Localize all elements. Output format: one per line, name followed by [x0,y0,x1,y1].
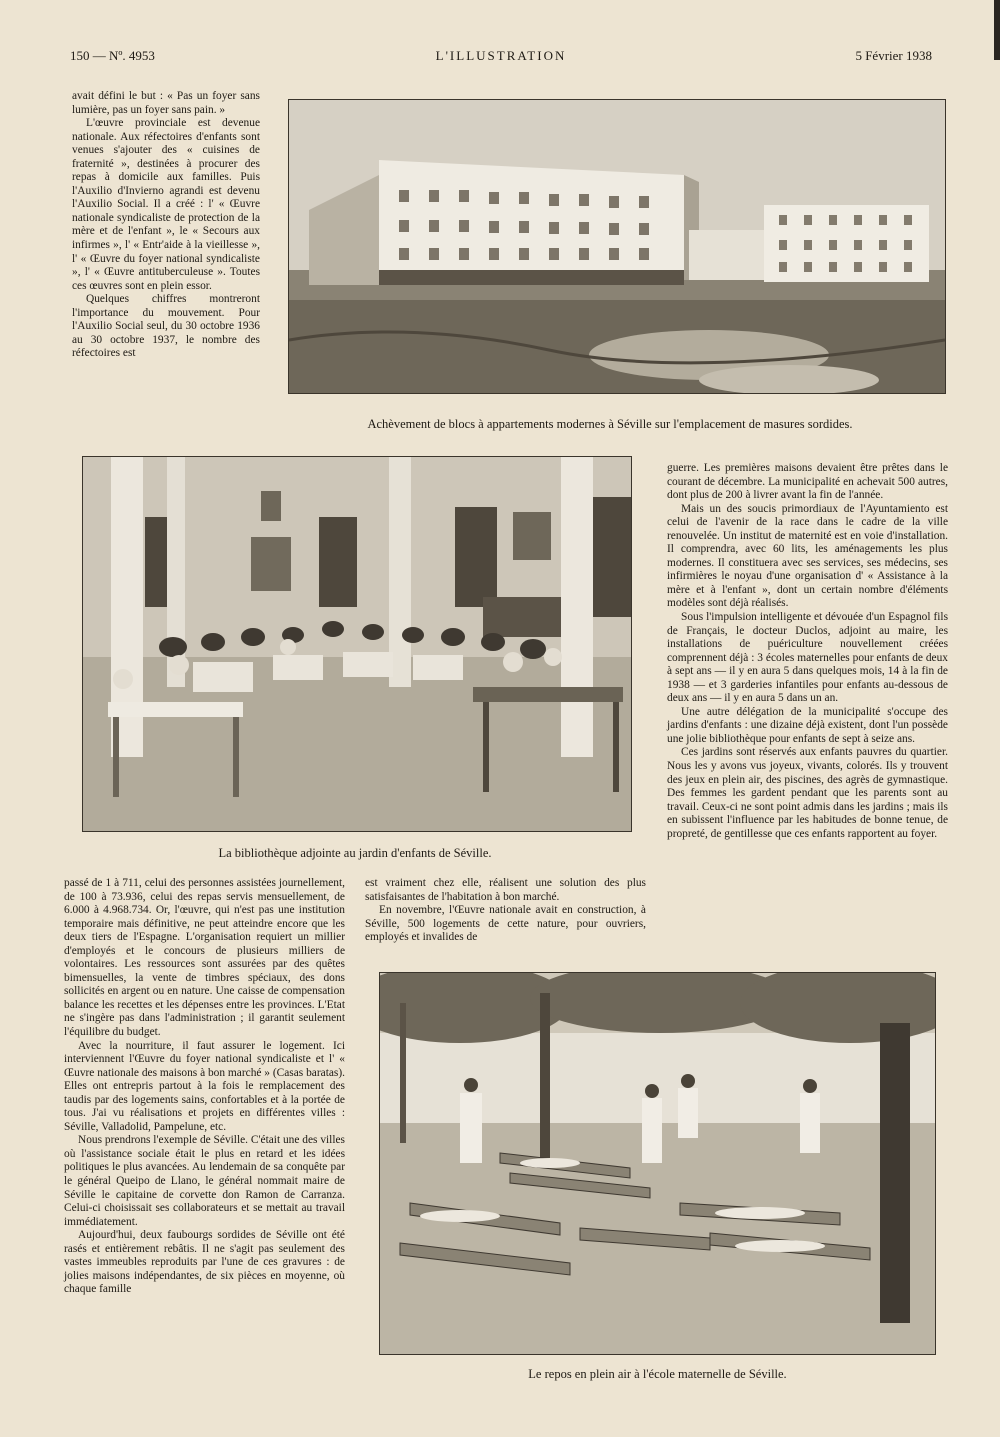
paragraph: guerre. Les premières maisons devaient être prêtes dans le courant de décembre. La municipalité en achevait 500 autres, dont plus de 200 à livrer avant la fin de l'année. [667,462,948,502]
paragraph: Une autre délégation de la municipalité s'occupe des jardins d'enfants : une dizaine déjà existent, dont l'un possède une jolie bibliothèque pour enfants de sept à seize ans. [667,705,948,745]
buildings-illustration [289,100,945,393]
text-column-right-middle [667,462,948,841]
paragraph: L'œuvre provinciale est devenue nationale. Aux réfectoires d'enfants sont venues s'ajouter des « cuisines de fraternité », destinées à procurer des repas à domicile aux familles. Puis l'Auxilio d'Invierno agrandi est devenu l'Auxilio Social. Il a créé : l' « Œuvre nationale syndicaliste de protection de la mère et de l'enfant », le « Secours aux infirmes », l' « Entr'aide à la vieillesse », l' « Œuvre du foyer national syndicaliste », l' « Œuvre antituberculeuse ». Toutes ces œuvres sont en plein essor. [72,117,260,292]
paragraph: Nous prendrons l'exemple de Séville. C'était une des villes où l'assistance sociale était le plus en retard et les idées politiques le plus avancées. Au lendemain de sa conquête par le général Queipo de Llano, le général nommait maire de Séville le capitaine de corvette don Ramon de Carranza. Celui-ci choisissait ses collaborateurs et se mettait au travail immédiatement. [64,1134,345,1228]
courtyard-illustration [380,973,935,1354]
page-header [70,48,932,68]
paragraph: est vraiment chez elle, réalisent une solution des plus satisfaisantes de l'habitation à bon marché. [365,877,646,903]
paragraph: Quelques chiffres montreront l'importance du mouvement. Pour l'Auxilio Social seul, du 30 octobre 1936 au 30 octobre 1937, le nombre des réfectoires est [72,293,260,360]
caption-buildings: Achèvement de blocs à appartements modernes à Séville sur l'emplacement de masures sordides. [367,417,853,431]
page-edge-mark [994,0,1000,60]
photo-library [82,456,632,832]
paragraph: Ces jardins sont réservés aux enfants pauvres du quartier. Nous les y avons vus joyeux, vivants, colorés. Ils y trouvent des jeux en plein air, des piscines, des agrès de gymnastique. Des femmes les gardent pendant que les parents sont au travail. Ceux-ci ne sont point admis dans les jardins ; mais ils en subissent l'influence par les habitudes de bonne tenue, de propreté, de gentillesse que ces enfants rapportent au foyer. [667,746,948,840]
caption-courtyard: Le repos en plein air à l'école maternelle de Séville. [528,1367,787,1381]
page-number: 150 — Nº. 4953 [70,48,155,63]
paragraph: Aujourd'hui, deux faubourgs sordides de Séville ont été rasés et entièrement rebâtis. Il ne s'agit pas seulement des vastes immeubles reproduits par l'une de ces gravures : de jolies maisons indépendantes, de six pièces en moyenne, où chaque famille [64,1229,345,1296]
paragraph: avait défini le but : « Pas un foyer sans lumière, pas un foyer sans pain. » [72,90,260,116]
paragraph: Mais un des soucis primordiaux de l'Ayuntamiento est celui de l'avenir de la race dans le cadre de la ville renouvelée. Un institut de maternité est en voie d'installation. Il comprendra, avec 60 lits, les aménagements les plus modernes. Il constituera avec ses services, ses médecins, ses infirmières le noyau d'une organisation d' « Assistance à la mère et à l'enfant », dont un certain nombre d'éléments modèles sont déjà réalisés. [667,502,948,610]
caption-library: La bibliothèque adjointe au jardin d'enfants de Séville. [218,846,492,860]
photo-courtyard [379,972,936,1355]
paragraph: Sous l'impulsion intelligente et dévouée d'un Espagnol fils de Français, le docteur Duclos, adjoint au maire, les installations de puériculture nouvellement créées comprennent déjà : 3 écoles maternelles pour enfants de deux à sept ans — il y en aura 5 dans quelques mois, 14 à la fin de 1938 — et 3 garderies infantiles pour enfants au-dessous de deux ans — il y en aura 5 dans un an. [667,611,948,705]
photo-buildings [288,99,946,394]
text-column-top-left [72,90,260,361]
paragraph: Avec la nourriture, il faut assurer le logement. Ici interviennent l'Œuvre du foyer national syndicaliste et l' « Œuvre nationale des maisons à bon marché » (Casas baratas). Elles ont entrepris partout à la fois le remplacement des taudis par des logements sains, confortables et à la portée de tous. J'ai vu réalisations et projets en différentes villes : Séville, Valladolid, Pampelune, etc. [64,1039,345,1133]
issue-date: 5 Février 1938 [855,48,932,63]
library-illustration [83,457,631,831]
text-column-bottom-left [64,877,345,1297]
text-column-bottom-middle [365,877,646,945]
magazine-title: L'ILLUSTRATION [435,48,567,63]
paragraph: En novembre, l'Œuvre nationale avait en construction, à Séville, 500 logements de cette nature, pour ouvriers, employés et invalides de [365,904,646,944]
paragraph: passé de 1 à 711, celui des personnes assistées journellement, de 100 à 73.936, celui des repas servis mensuellement, de 6.000 à 4.968.734. Or, l'œuvre, qui n'est pas une institution temporaire mais définitive, ne peut atteindre encore que les deux tiers de l'Espagne. L'organisation requiert un millier d'employés et le concours de plusieurs milliers de volontaires. Les ressources sont assurées par des quêtes bimensuelles, la vente de timbres spéciaux, des dons sollicités en argent ou en nature. Une caisse de compensation balance les recettes et les dépenses entre les provinces. L'Etat ne s'ingère pas dans l'administration ; il garantit seulement l'équilibre du budget. [64,877,345,1039]
